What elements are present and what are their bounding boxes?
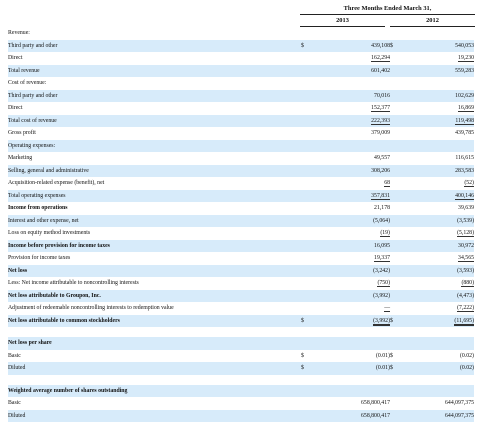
value-2013: 21,178: [374, 205, 390, 211]
currency-2012: [390, 90, 402, 103]
value-2013: 658,800,417: [313, 410, 390, 423]
table-row: [8, 302, 474, 315]
year-2013-heading: 2013: [336, 17, 349, 24]
row-label: Interest and other expense, net: [8, 215, 301, 228]
currency-2012: [390, 265, 402, 278]
table-row: [8, 52, 474, 65]
currency-2013: [301, 215, 313, 228]
currency-2013: [301, 190, 313, 203]
value-2012: [402, 315, 474, 328]
value-2012: [402, 302, 474, 315]
value-2013: 439,108: [313, 40, 390, 53]
table-row: [8, 350, 474, 363]
value-2012: [402, 337, 474, 350]
value-2012: [402, 177, 474, 190]
value-2012-text: (5,128): [457, 230, 474, 236]
currency-2012: [390, 190, 402, 203]
value-2012-text: 16,869: [458, 105, 474, 111]
currency-2013: [301, 397, 313, 410]
currency-2012: [390, 277, 402, 290]
value-2012-text: 400,146: [455, 192, 474, 199]
value-2012-text: 119,498: [455, 117, 474, 124]
value-2013: [313, 277, 390, 290]
currency-2013: [301, 385, 313, 398]
spacer-cell: [8, 327, 301, 337]
currency-2013: [301, 410, 313, 423]
value-2013: [313, 115, 390, 128]
currency-2012: [390, 202, 402, 215]
currency-2013: $: [301, 352, 304, 359]
value-2013-text: 152,377: [371, 105, 390, 111]
table-row: [8, 127, 474, 140]
currency-2013: [301, 265, 313, 278]
value-2013: [313, 227, 390, 240]
value-2013: 49,557: [374, 155, 390, 161]
table-row: [8, 40, 474, 53]
value-2013: 658,800,417: [361, 400, 390, 406]
value-2012: (0.02): [459, 352, 474, 359]
value-2012: [402, 140, 474, 153]
period-heading: Three Months Ended March 31,: [343, 5, 432, 12]
spacer-cell: [402, 327, 474, 337]
value-2012: (4,473): [402, 290, 474, 303]
value-2013: 379,009: [371, 130, 390, 136]
currency-2013: [301, 252, 313, 265]
currency-2013: [301, 302, 313, 315]
currency-2013: [301, 127, 313, 140]
spacer-cell: [402, 375, 474, 385]
spacer-cell: [313, 327, 390, 337]
currency-2013: [301, 290, 313, 303]
table-row: [8, 140, 474, 153]
currency-2012: $: [390, 40, 402, 53]
spacer-row: [8, 327, 474, 337]
value-2013: (3,242): [313, 265, 390, 278]
row-label: Third party and other: [8, 90, 301, 103]
row-label: Third party and other: [8, 40, 301, 53]
currency-2012: $: [390, 352, 393, 359]
table-row: [8, 27, 474, 40]
currency-2013: [301, 152, 313, 165]
value-2012: [402, 227, 474, 240]
currency-2012: [390, 115, 402, 128]
currency-2012: [390, 102, 402, 115]
table-row: [8, 385, 474, 398]
currency-2013: [301, 277, 313, 290]
currency-2013: [301, 240, 313, 253]
row-label: Net loss: [8, 265, 301, 278]
row-label: Income from operations: [8, 205, 68, 211]
value-2012: 439,785: [455, 130, 474, 136]
spacer-row: [8, 375, 474, 385]
currency-2012: [390, 140, 402, 153]
value-2012: (0.02): [402, 362, 474, 375]
value-2013: 308,206: [313, 165, 390, 178]
financial-table: [8, 27, 474, 422]
value-2012-text: (7,222): [457, 305, 474, 311]
value-2013: [313, 177, 390, 190]
value-2012: [402, 52, 474, 65]
currency-2012: [390, 127, 402, 140]
currency-2013: [301, 227, 313, 240]
value-2012: 30,972: [402, 240, 474, 253]
value-2012: [402, 77, 474, 90]
table-row: [8, 227, 474, 240]
table-row: [8, 397, 474, 410]
currency-2013: [301, 102, 313, 115]
value-2012: 644,097,375: [402, 410, 474, 423]
row-label: Income before provision for income taxes: [8, 240, 301, 253]
row-label: Selling, general and administrative: [8, 165, 301, 178]
currency-2012: [390, 215, 402, 228]
row-label: Weighted average number of shares outstanding: [8, 385, 301, 398]
value-2012-text: 34,565: [458, 255, 474, 261]
value-2013: [313, 190, 390, 203]
spacer-cell: [301, 327, 313, 337]
value-2013-text: (750): [377, 280, 390, 286]
value-2013: [313, 385, 390, 398]
row-label: Gross profit: [8, 130, 36, 136]
value-2012: 39,639: [458, 205, 474, 211]
currency-2013: [301, 140, 313, 153]
currency-2013: [301, 27, 313, 40]
currency-2012: [390, 397, 402, 410]
spacer-cell: [301, 375, 313, 385]
currency-2012: [390, 302, 402, 315]
value-2012-text: (52): [464, 180, 474, 186]
row-label: Operating expenses:: [8, 140, 301, 153]
value-2013: [313, 252, 390, 265]
currency-2013: [301, 77, 313, 90]
row-label: Revenue:: [8, 30, 30, 36]
table-row: [8, 152, 474, 165]
value-2012: [402, 277, 474, 290]
value-2013: (0.01): [375, 352, 390, 359]
value-2013: [313, 102, 390, 115]
value-2012: (3,539): [402, 215, 474, 228]
currency-2013: $: [301, 315, 313, 328]
table-row: [8, 337, 474, 350]
value-2012: 102,629: [402, 90, 474, 103]
currency-2012: [390, 77, 402, 90]
currency-2013: [301, 202, 313, 215]
row-label: Net loss attributable to common stockholders: [8, 315, 301, 328]
row-label: Diluted: [8, 410, 301, 423]
table-row: [8, 277, 474, 290]
table-row: [8, 90, 474, 103]
row-label: Total cost of revenue: [8, 115, 301, 128]
table-row: [8, 410, 474, 423]
row-label: Diluted: [8, 362, 301, 375]
value-2013: (5,064): [313, 215, 390, 228]
table-row: [8, 202, 474, 215]
row-label: Cost of revenue:: [8, 80, 47, 86]
value-2013: 601,402: [313, 65, 390, 78]
period-rule: [300, 14, 475, 15]
currency-2013: [301, 65, 313, 78]
value-2012-text: 19,230: [458, 55, 474, 61]
table-row: [8, 165, 474, 178]
row-label: Direct: [8, 55, 23, 61]
spacer-cell: [390, 375, 402, 385]
value-2013: (0.01): [313, 362, 390, 375]
row-label: Direct: [8, 105, 23, 111]
spacer-cell: [390, 327, 402, 337]
currency-2012: [390, 27, 402, 40]
row-label: Total operating expenses: [8, 190, 301, 203]
value-2012: [402, 115, 474, 128]
value-2013-text: —: [384, 305, 390, 311]
currency-2013: $: [301, 40, 313, 53]
currency-2012: [390, 240, 402, 253]
row-label: Acquisition-related expense (benefit), net: [8, 180, 105, 186]
value-2013-text: 162,294: [371, 55, 390, 61]
row-label: Loss on equity method investments: [8, 230, 91, 236]
currency-2013: [301, 52, 313, 65]
financial-table-body: [8, 27, 474, 422]
table-row: [8, 190, 474, 203]
value-2013: [313, 52, 390, 65]
value-2013: [313, 77, 390, 90]
value-2012-text: (11,695): [454, 317, 474, 324]
currency-2012: $: [390, 315, 402, 328]
value-2013: [313, 315, 390, 328]
currency-2012: [390, 385, 402, 398]
value-2012: [402, 385, 474, 398]
value-2012: 540,053: [402, 40, 474, 53]
value-2012: 644,097,375: [445, 400, 474, 406]
row-label: Marketing: [8, 155, 33, 161]
table-row: [8, 65, 474, 78]
currency-2013: [301, 90, 313, 103]
currency-2013: [301, 165, 313, 178]
currency-2012: [390, 410, 402, 423]
value-2012: 116,615: [455, 155, 474, 161]
currency-2012: [390, 52, 402, 65]
value-2013-text: (19): [380, 230, 390, 236]
value-2013: (3,992): [313, 290, 390, 303]
value-2013-text: 222,393: [371, 117, 390, 124]
row-label: Less: Net income attributable to noncontrolling interests: [8, 280, 139, 286]
year-2012-heading: 2012: [426, 17, 439, 24]
row-label: Net loss attributable to Groupon, Inc.: [8, 290, 301, 303]
spacer-cell: [8, 375, 301, 385]
currency-2012: [390, 337, 402, 350]
value-2012: 559,283: [402, 65, 474, 78]
row-label: Provision for income taxes: [8, 255, 71, 261]
table-row: [8, 362, 474, 375]
currency-2012: [390, 152, 402, 165]
table-row: [8, 215, 474, 228]
table-row: [8, 102, 474, 115]
value-2012: [402, 190, 474, 203]
currency-2012: [390, 252, 402, 265]
currency-2013: [301, 177, 313, 190]
table-row: [8, 115, 474, 128]
table-row: [8, 240, 474, 253]
row-label: Basic: [8, 400, 21, 406]
currency-2012: $: [390, 362, 402, 375]
currency-2012: [390, 65, 402, 78]
value-2012: 283,583: [402, 165, 474, 178]
value-2013-text: 19,337: [374, 255, 390, 261]
value-2013: [313, 337, 390, 350]
value-2013: [313, 27, 390, 40]
currency-2012: [390, 177, 402, 190]
table-row: [8, 315, 474, 328]
spacer-cell: [313, 375, 390, 385]
value-2013: 70,016: [313, 90, 390, 103]
row-label: Net loss per share: [8, 337, 301, 350]
table-row: [8, 265, 474, 278]
value-2013: [313, 302, 390, 315]
currency-2012: [390, 165, 402, 178]
value-2012-text: (880): [461, 280, 474, 286]
table-row: [8, 290, 474, 303]
row-label: Basic: [8, 352, 21, 359]
table-row: [8, 77, 474, 90]
value-2013: [313, 140, 390, 153]
currency-2013: $: [301, 362, 313, 375]
currency-2013: [301, 115, 313, 128]
currency-2012: [390, 227, 402, 240]
value-2013-text: 68: [384, 180, 390, 186]
value-2012: (3,593): [402, 265, 474, 278]
table-row: [8, 252, 474, 265]
value-2012: [402, 102, 474, 115]
table-row: [8, 177, 474, 190]
value-2013-text: (3,992): [373, 317, 390, 324]
currency-2013: [301, 337, 313, 350]
value-2013-text: 357,831: [371, 192, 390, 199]
currency-2012: [390, 290, 402, 303]
row-label: Total revenue: [8, 65, 301, 78]
value-2013: 16,095: [313, 240, 390, 253]
value-2012: [402, 252, 474, 265]
value-2012: [402, 27, 474, 40]
row-label: Adjustment of redeemable noncontrolling interests to redemption value: [8, 305, 174, 311]
